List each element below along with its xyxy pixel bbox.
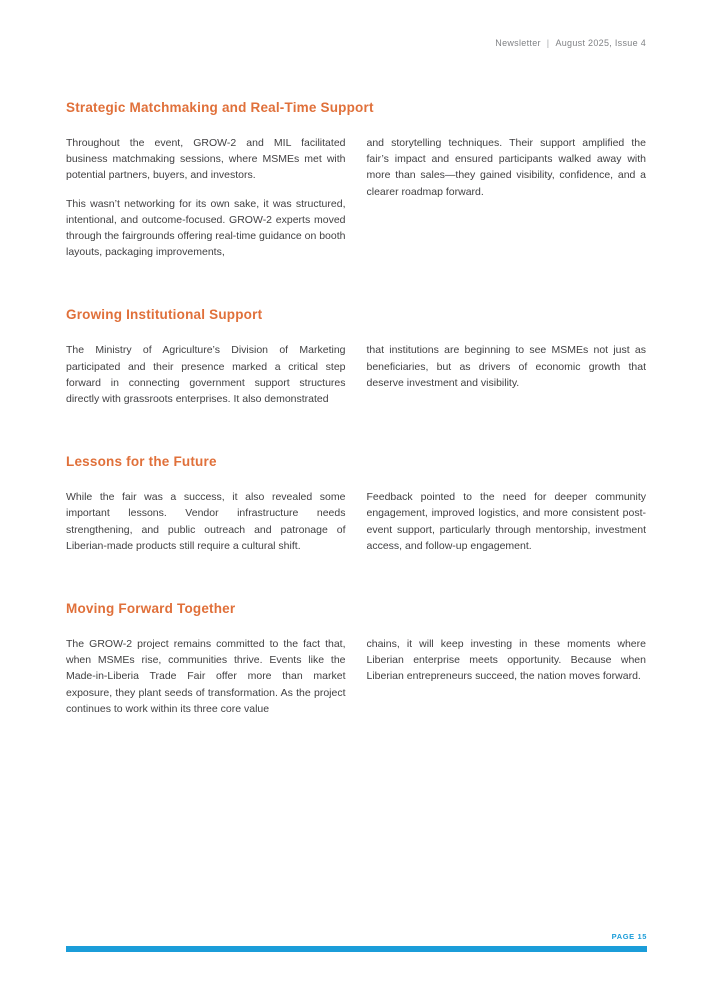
left-column [66,636,346,717]
section-title: Strategic Matchmaking and Real-Time Support [66,100,374,115]
paragraph: Feedback pointed to the need for deeper community engagement, improved logistics, and more consistent post-event support, particularly through mentorship, investment access, and follow-up engagement. [366,491,646,552]
section-lessons-future [66,454,646,554]
paragraph: chains, it will keep investing in these moments where Liberian enterprise meets opportunity. Because when Liberian entrepreneurs succeed, the nation moves forward. [366,638,646,683]
page-number: PAGE 15 [611,932,647,941]
page-header [66,38,646,48]
issue-info: August 2025, Issue 4 [555,38,646,48]
paragraph: This wasn’t networking for its own sake, it was structured, intentional, and outcome-focused. GROW-2 experts moved through the fairgrounds offering real-time guidance on booth layouts, packaging improvements, [66,197,346,259]
footer-accent-bar [66,946,647,952]
two-column-layout [66,342,646,407]
page-content [66,100,646,764]
left-column [66,135,346,260]
section-title: Moving Forward Together [66,601,236,617]
section-institutional-support [66,307,646,407]
paragraph: While the fair was a success, it also revealed some important lessons. Vendor infrastructure needs strengthening, and public outreach and patronage of Liberian-made products still require a cultural shift. [66,491,346,552]
section-strategic-matchmaking [66,100,646,260]
right-column [367,489,647,554]
page-footer [66,932,647,952]
paragraph: The GROW-2 project remains committed to the fact that, when MSMEs rise, communities thrive. Events like the Made-in-Liberia Trade Fair offer more than market exposure, they plant seeds of transformation. As the project continues to work within its three core value [66,638,346,715]
two-column-layout [66,489,646,554]
right-column [367,135,647,260]
paragraph: Throughout the event, GROW-2 and MIL facilitated business matchmaking sessions, where MSMEs met with potential partners, buyers, and investors. [66,137,346,182]
section-title: Growing Institutional Support [66,307,263,323]
right-column [367,342,647,407]
paragraph: The Ministry of Agriculture’s Division of Marketing participated and their presence marked a critical step forward in connecting government support structures directly with grassroots enterprises. It also demonstrated [66,344,346,406]
header-separator: | [546,38,550,48]
section-moving-forward [66,601,646,717]
left-column [66,489,346,554]
section-title: Lessons for the Future [66,454,217,470]
publication-name: Newsletter [495,38,541,48]
two-column-layout [66,636,646,717]
paragraph: and storytelling techniques. Their support amplified the fair’s impact and ensured participants walked away with more than sales—they gained visibility, confidence, and a clearer roadmap forward. [366,137,646,198]
right-column [367,636,647,717]
two-column-layout [66,135,646,260]
paragraph: that institutions are beginning to see MSMEs not just as beneficiaries, but as drivers of economic growth that deserve investment and visibility. [366,344,646,389]
left-column [66,342,346,407]
